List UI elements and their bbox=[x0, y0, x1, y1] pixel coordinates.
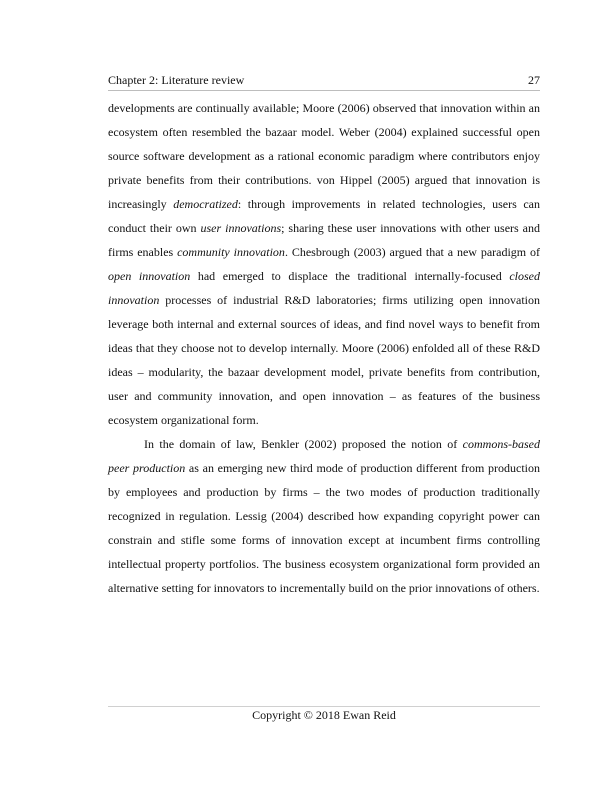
text-line: ideas – modularity, the bazaar development model, private benefits from contribution, bbox=[108, 365, 540, 379]
page-body bbox=[108, 96, 540, 600]
chapter-title: Chapter 2: Literature review bbox=[108, 73, 245, 87]
term-open-innovation: open innovation bbox=[108, 269, 191, 283]
text-line: increasingly democratized: through improvements in related technologies, users can bbox=[108, 197, 540, 211]
text-line: private benefits from their contributions. von Hippel (2005) argued that innovation is bbox=[108, 173, 540, 187]
text-line: developments are continually available; Moore (2006) observed that innovation within an bbox=[108, 101, 540, 115]
text-line: user and community innovation, and open innovation – as features of the business bbox=[108, 389, 540, 403]
text-line: ecosystem organizational form. bbox=[108, 413, 259, 427]
page-number: 27 bbox=[528, 73, 540, 87]
term-democratized: democratized bbox=[173, 197, 238, 211]
text-line: In the domain of law, Benkler (2002) proposed the notion of commons-based bbox=[144, 437, 540, 451]
text-line: peer production as an emerging new third mode of production different from production bbox=[108, 461, 540, 475]
text-line: ideas that they choose not to develop internally. Moore (2006) enfolded all of these R&D bbox=[108, 341, 540, 355]
text-line: conduct their own user innovations; sharing these user innovations with other users and bbox=[108, 221, 540, 235]
paragraph-2 bbox=[108, 432, 540, 600]
text-line: leverage both internal and external sources of ideas, and find novel ways to benefit from bbox=[108, 317, 540, 331]
term-community-innovation: community innovation bbox=[177, 245, 285, 259]
term-closed: closed bbox=[509, 269, 540, 283]
text-line: constrain and stifle some forms of innovation except at incumbent firms controlling bbox=[108, 533, 540, 547]
text-line: firms enables community innovation. Chesbrough (2003) argued that a new paradigm of bbox=[108, 245, 541, 259]
text-line: source software development as a rational economic paradigm where contributors enjoy bbox=[108, 149, 540, 163]
text-line: recognized in regulation. Lessig (2004) described how expanding copyright power can bbox=[108, 509, 540, 523]
paragraph-1 bbox=[108, 96, 540, 432]
term-peer-production: peer production bbox=[108, 461, 186, 475]
text-line: ecosystem often resembled the bazaar model. Weber (2004) explained successful open bbox=[108, 125, 540, 139]
term-innovation: innovation bbox=[108, 293, 160, 307]
text-line: intellectual property portfolios. The business ecosystem organizational form provided an bbox=[108, 557, 540, 571]
term-user-innovations: user innovations bbox=[200, 221, 282, 235]
term-commons-based: commons-based bbox=[462, 437, 540, 451]
copyright-footer: Copyright © 2018 Ewan Reid bbox=[252, 708, 396, 722]
text-line: innovation processes of industrial R&D laboratories; firms utilizing open innovation bbox=[108, 293, 540, 307]
text-line: by employees and production by firms – the two modes of production traditionally bbox=[108, 485, 540, 499]
running-header bbox=[108, 72, 540, 91]
text-line: alternative setting for innovators to incrementally build on the prior innovations of others. bbox=[108, 581, 540, 595]
text-line: open innovation had emerged to displace the traditional internally-focused closed bbox=[108, 269, 540, 283]
